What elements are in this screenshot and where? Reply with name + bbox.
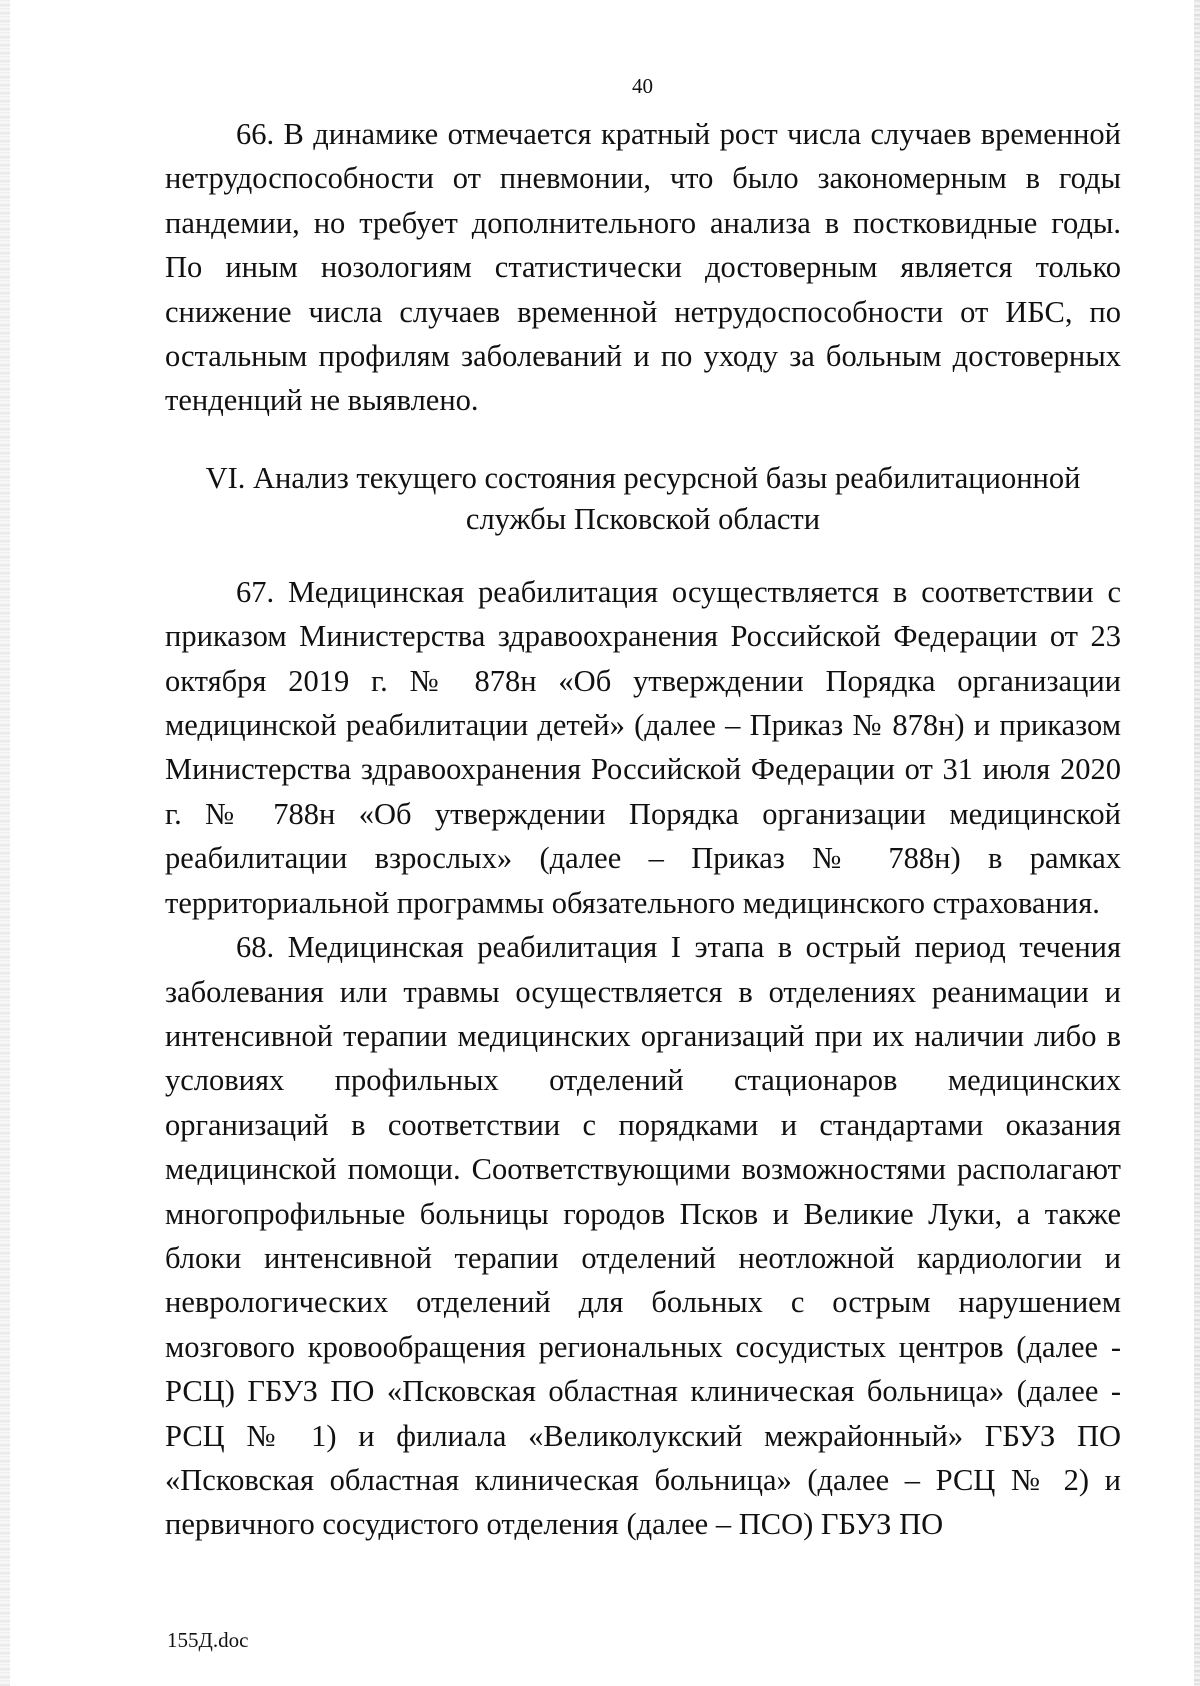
paragraph-68: 68. Медицинская реабилитация I этапа в острый период течения заболевания или травмы осуществляется в отделениях реанимации и интенсивной терапии медицинских организаций при их наличии либо в условиях профильных отделений стационаров медицинских организаций в соответствии с порядками и стандартами оказания медицинской помощи. Соответствующими возможностями располагают многопрофильные больницы городов Псков и Великие Луки, а также блоки интенсивной терапии отделений неотложной кардиологии и неврологических отделений для больных с острым нарушением мозгового кровообращения региональных сосудистых центров (далее - РСЦ) ГБУЗ ПО «Псковская областная клиническая больница» (далее - РСЦ № 1) и филиала «Великолукский межрайонный» ГБУЗ ПО «Псковская областная клиническая больница» (далее – РСЦ № 2) и первичного сосудистого отделения (далее – ПСО) ГБУЗ ПО <box>165 930 1121 1542</box>
section-heading-line-2: службы Псковской области <box>465 501 821 536</box>
footer-filename: 155Д.doc <box>167 1628 249 1652</box>
section-heading <box>165 458 1121 540</box>
paragraph-67: 67. Медицинская реабилитация осуществляется в соответствии с приказом Министерства здравоохранения Российской Федерации от 23 октября 2019 г. № 878н «Об утверждении Порядка организации медицинской реабилитации детей» (далее – Приказ № 878н) и приказом Министерства здравоохранения Российской Федерации от 31 июля 2020 г. № 788н «Об утверждении Порядка организации медицинской реабилитации взрослых» (далее – Приказ № 788н) в рамках территориальной программы обязательного медицинского страхования. <box>165 574 1121 920</box>
scan-edge-left <box>0 0 10 1686</box>
section-heading-line-1: VI. Анализ текущего состояния ресурсной базы реабилитационной <box>205 460 1081 495</box>
page-number: 40 <box>632 74 653 98</box>
document-body <box>165 112 1121 1547</box>
paragraph-66: 66. В динамике отмечается кратный рост числа случаев временной нетрудоспособности от пневмонии, что было закономерным в годы пандемии, но требует дополнительного анализа в постковидные годы. По иным нозологиям статистически достоверным является только снижение числа случаев временной нетрудоспособности от ИБС, по остальным профилям заболеваний и по уходу за больным достоверных тенденций не выявлено. <box>165 117 1121 418</box>
scan-edge-right <box>1194 0 1200 1686</box>
